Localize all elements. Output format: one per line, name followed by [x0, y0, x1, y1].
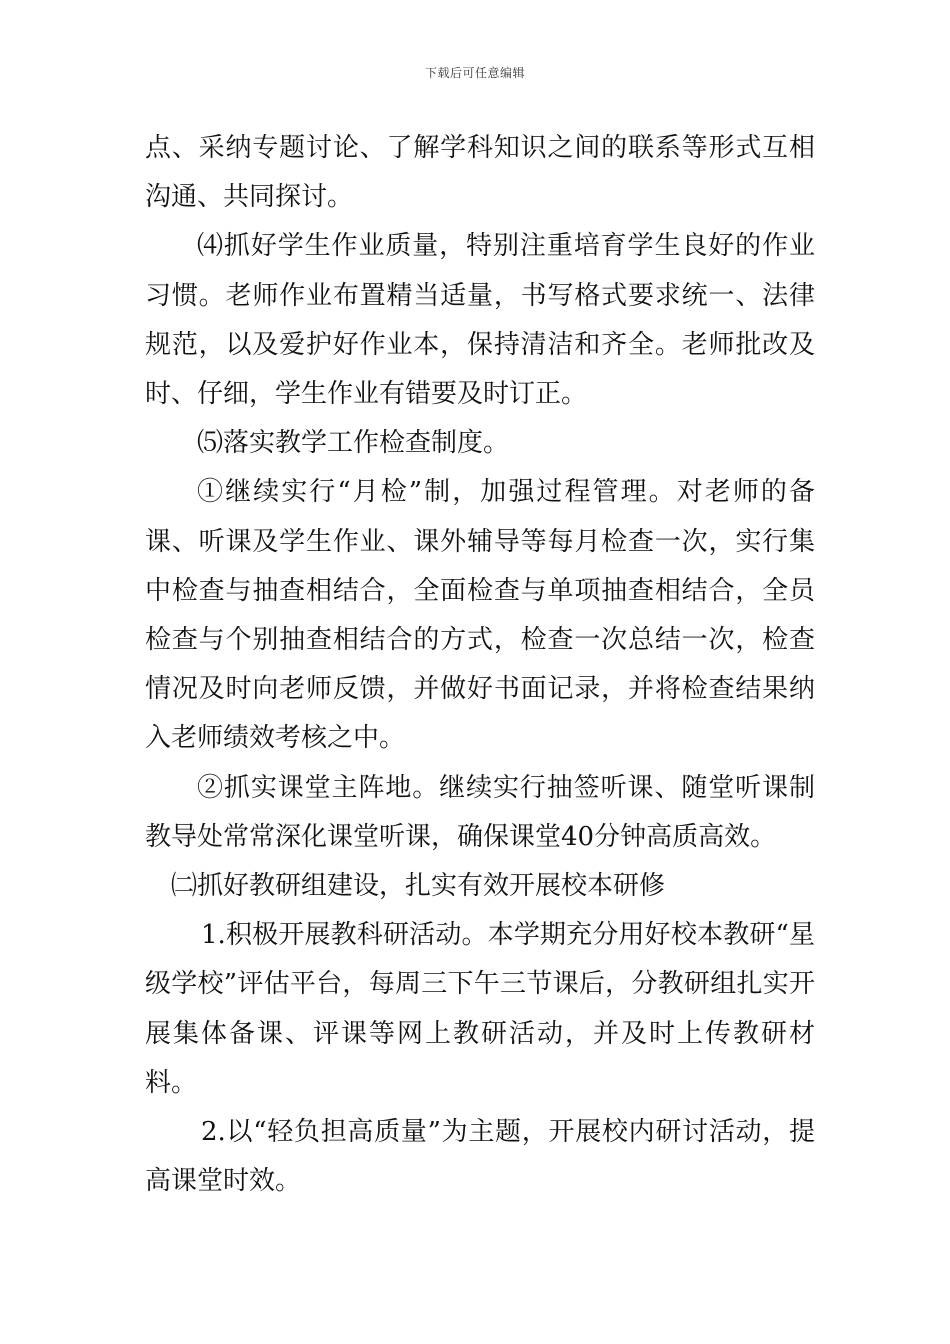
document-body — [145, 124, 815, 1206]
paragraph-research-activities: 1.积极开展教科研活动。本学期充分用好校本教研“星级学校”评估平台，每周三下午三节课后，分教研组扎实开展集体备课、评课等网上教研活动，并及时上传教研材料。 — [145, 920, 815, 1098]
page-header: 下载后可任意编辑 — [424, 66, 525, 80]
section-heading-research-group: ㈡抓好教研组建设，扎实有效开展校本研修 — [171, 871, 666, 902]
paragraph-seminar: 2.以“轻负担高质量”为主题，开展校内研讨活动，提高课堂时效。 — [145, 1117, 815, 1197]
paragraph-inspection-system: ⑸落实教学工作检查制度。 — [197, 428, 510, 459]
paragraph-homework-quality: ⑷抓好学生作业质量，特别注重培育学生良好的作业习惯。老师作业布置精当适量，书写格式要求统一、法律规范，以及爱护好作业本，保持清洁和齐全。老师批改及时、仔细，学生作业有错要及时订正。 — [145, 231, 815, 410]
paragraph-monthly-check: ①继续实行“月检”制，加强过程管理。对老师的备课、听课及学生作业、课外辅导等每月检查一次，实行集中检查与抽查相结合，全面检查与单项抽查相结合，全员检查与个别抽查相结合的方式，检查一次总结一次，检查情况及时向老师反馈，并做好书面记录，并将检查结果纳入老师绩效考核之中。 — [145, 477, 815, 754]
paragraph-classroom: ②抓实课堂主阵地。继续实行抽签听课、随堂听课制教导处常常深化课堂听课，确保课堂40分钟高质高效。 — [145, 772, 815, 852]
paragraph-continuation: 点、采纳专题讨论、了解学科知识之间的联系等形式互相沟通、共同探讨。 — [145, 133, 815, 213]
